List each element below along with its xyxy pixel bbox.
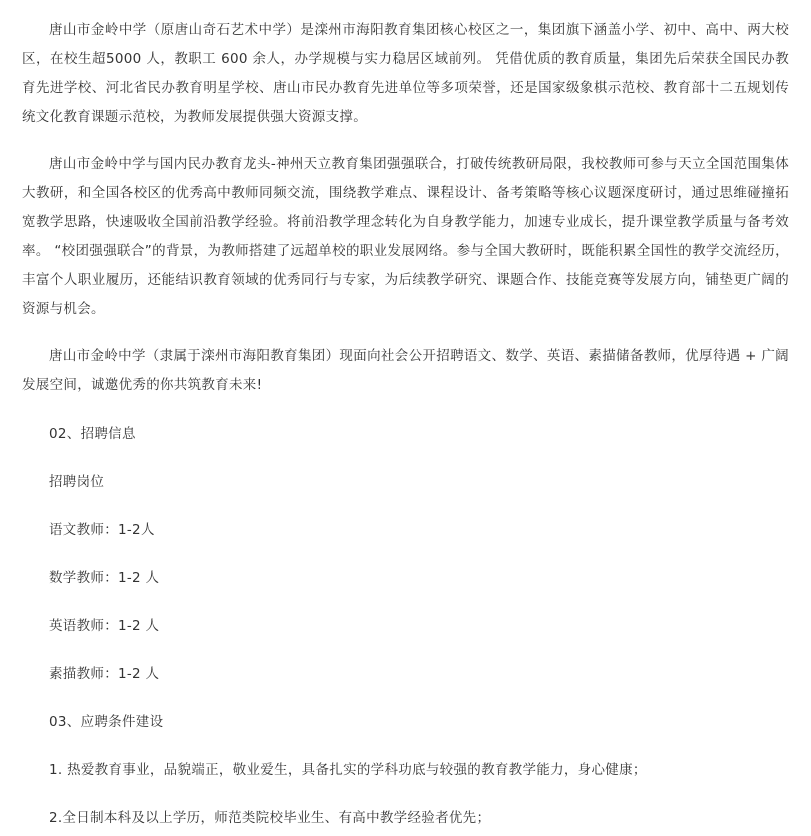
intro-paragraph-2: 唐山市金岭中学与国内民办教育龙头-神州天立教育集团强强联合，打破传统教研局限，我校教师可参与天立全国范围集体大教研，和全国各校区的优秀高中教师同频交流，围绕教学难点、课程设计、备考策略等核心议题深度研讨，通过思维碰撞拓宽教学思路，快速吸收全国前沿教学经验。将前沿教学理念转化为自身教学能力，加速专业成长，提升课堂教学质量与备考效率。 “校团强强联合”的背景，为教师搭建了远超单校的职业发展网络。参与全国大教研时，既能积累全国性的教学交流经历，丰富个人职业履历，还能结识教育领域的优秀同行与专家，为后续教学研究、课题合作、技能竞赛等发展方向，铺垫更广阔的资源与机会。 bbox=[22, 156, 789, 317]
requirement-item-1: 1. 热爱教育事业，品貌端正，敬业爱生，具备扎实的学科功底与较强的教育教学能力，身心健康； bbox=[49, 762, 647, 778]
intro-paragraph-1: 唐山市金岭中学（原唐山奇石艺术中学）是滦州市海阳教育集团核心校区之一，集团旗下涵盖小学、初中、高中、两大校区，在校生超5000 人，教职工 600 余人，办学规模与实力稳居区域前列。 凭借优质的教育质量，集团先后荣获全国民办教育先进学校、河北省民办教育明星学校、唐山市民办教育先进单位等多项荣誉，还是国家级象棋示范校、教育部十二五规划传统文化教育课题示范校，为教师发展提供强大资源支撑。 bbox=[22, 22, 789, 125]
section-requirements-heading: 03、应聘条件建设 bbox=[49, 714, 164, 730]
intro-paragraph-3: 唐山市金岭中学（隶属于滦州市海阳教育集团）现面向社会公开招聘语文、数学、英语、素描储备教师，优厚待遇 + 广阔发展空间，诚邀优秀的你共筑教育未来! bbox=[22, 348, 789, 393]
position-item-english: 英语教师：1-2 人 bbox=[49, 618, 160, 634]
position-item-chinese: 语文教师：1-2人 bbox=[49, 522, 155, 538]
position-item-math: 数学教师：1-2 人 bbox=[49, 570, 160, 586]
requirement-item-2: 2.全日制本科及以上学历，师范类院校毕业生、有高中教学经验者优先； bbox=[49, 810, 491, 826]
positions-heading: 招聘岗位 bbox=[49, 474, 105, 490]
position-item-sketch: 素描教师：1-2 人 bbox=[49, 666, 160, 682]
section-recruitment-heading: 02、招聘信息 bbox=[49, 426, 136, 442]
